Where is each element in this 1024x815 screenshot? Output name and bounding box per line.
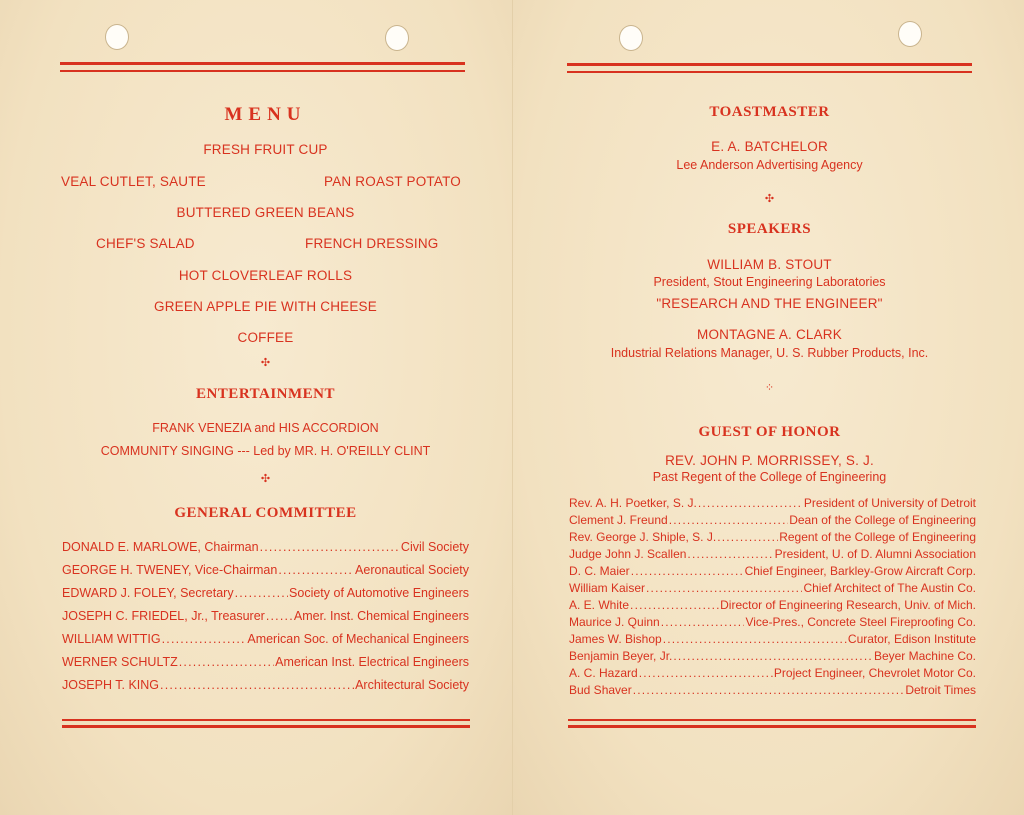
guest-row-role: Beyer Machine Co. [873, 649, 976, 663]
guest-row-name: A. E. White [569, 598, 630, 612]
guest-row-role: Dean of the College of Engineering [789, 513, 976, 527]
committee-role: Society of Automotive Engineers [289, 586, 469, 600]
guest-row-name: Maurice J. Quinn [569, 615, 660, 629]
guest-row [569, 496, 976, 510]
committee-row [62, 540, 469, 554]
guest-row [569, 547, 976, 561]
leader-dots [162, 632, 247, 646]
punch-hole [105, 24, 129, 50]
guest-row [569, 666, 976, 680]
leader-dots [179, 655, 274, 669]
committee-row [62, 586, 469, 600]
menu-item-dressing: FRENCH DRESSING [305, 236, 439, 251]
guest-row-role: President, U. of D. Alumni Association [774, 547, 976, 561]
menu-item-salad: CHEF'S SALAD [96, 236, 195, 251]
guest-row [569, 683, 976, 697]
guest-row [569, 598, 976, 612]
speaker1-name: WILLIAM B. STOUT [707, 257, 832, 272]
guest-row [569, 649, 976, 663]
top-rule-right [567, 71, 972, 73]
speaker1-topic: "RESEARCH AND THE ENGINEER" [656, 296, 883, 311]
leader-dots [669, 513, 788, 527]
guest-row [569, 615, 976, 629]
committee-name: JOSEPH C. FRIEDEL, Jr., Treasurer [62, 609, 265, 623]
committee-role: Amer. Inst. Chemical Engineers [293, 609, 469, 623]
committee-row [62, 655, 469, 669]
top-rule-left [60, 62, 465, 65]
bottom-rule-right [568, 719, 976, 721]
guest-row [569, 564, 976, 578]
committee-row [62, 632, 469, 646]
menu-item-potato: PAN ROAST POTATO [324, 174, 461, 189]
top-rule-right [567, 63, 972, 66]
menu-item-veal: VEAL CUTLET, SAUTE [61, 174, 206, 189]
guest-row-role: Director of Engineering Research, Univ. of Mich. [720, 598, 976, 612]
committee-title: GENERAL COMMITTEE [174, 505, 357, 521]
committee-name: WERNER SCHULTZ [62, 655, 178, 669]
committee-name: EDWARD J. FOLEY, Secretary [62, 586, 234, 600]
committee-role: Aeronautical Society [355, 563, 469, 577]
punch-hole [385, 25, 409, 51]
guest-row-name: Clement J. Freund [569, 513, 668, 527]
menu-item-fruit: FRESH FRUIT CUP [203, 142, 328, 157]
guest-row-name: Rev. George J. Shiple, S. J. [569, 530, 717, 544]
leader-dots [260, 540, 400, 554]
guest-row-name: William Kaiser [569, 581, 646, 595]
menu-item-beans: BUTTERED GREEN BEANS [176, 205, 355, 220]
guest-row [569, 530, 976, 544]
committee-row [62, 678, 469, 692]
leader-dots [673, 649, 873, 663]
guest-row-role: Regent of the College of Engineering [779, 530, 976, 544]
leader-dots [687, 547, 773, 561]
entertainment-title: ENTERTAINMENT [195, 386, 336, 402]
guest-row [569, 513, 976, 527]
bottom-rule-left [62, 719, 470, 721]
leader-dots [278, 563, 354, 577]
speakers-title: SPEAKERS [727, 221, 812, 237]
committee-name: WILLIAM WITTIG [62, 632, 161, 646]
toastmaster-title: TOASTMASTER [709, 104, 830, 120]
speaker2-name: MONTAGNE A. CLARK [697, 327, 842, 342]
punch-hole [898, 21, 922, 47]
guest-row-role: Vice-Pres., Concrete Steel Fireproofing Co. [745, 615, 976, 629]
leader-dots [639, 666, 773, 680]
guest-row-name: Benjamin Beyer, Jr. [569, 649, 673, 663]
bottom-rule-right [568, 725, 976, 728]
menu-item-coffee: COFFEE [237, 330, 294, 345]
guest-role: Past Regent of the College of Engineering [652, 470, 887, 484]
punch-hole [619, 25, 643, 51]
guest-row-name: James W. Bishop [569, 632, 662, 646]
guest-row-role: Detroit Times [905, 683, 976, 697]
guest-row-role: Chief Architect of The Austin Co. [803, 581, 976, 595]
guest-row-name: Judge John J. Scallen [569, 547, 687, 561]
committee-role: Architectural Society [355, 678, 469, 692]
guest-row-role: Chief Engineer, Barkley-Grow Aircraft Corp. [744, 564, 976, 578]
menu-item-rolls: HOT CLOVERLEAF ROLLS [178, 268, 353, 283]
speaker1-title: President, Stout Engineering Laboratories [653, 275, 886, 289]
entertainment-line: FRANK VENEZIA and HIS ACCORDION [152, 421, 379, 435]
ornament: ✣ [260, 357, 271, 369]
menu-item-pie: GREEN APPLE PIE WITH CHEESE [154, 299, 377, 314]
bottom-rule-left [62, 725, 470, 728]
committee-name: DONALD E. MARLOWE, Chairman [62, 540, 259, 554]
toastmaster-name: E. A. BATCHELOR [711, 139, 828, 154]
guest-row-name: A. C. Hazard [569, 666, 638, 680]
leader-dots [717, 530, 778, 544]
guest-row-role: Curator, Edison Institute [847, 632, 976, 646]
leader-dots [630, 598, 719, 612]
committee-name: JOSEPH T. KING [62, 678, 160, 692]
guest-row-role: Project Engineer, Chevrolet Motor Co. [773, 666, 976, 680]
guest-row-role: President of University of Detroit [803, 496, 976, 510]
committee-role: American Soc. of Mechanical Engineers [247, 632, 469, 646]
guest-row-name: Bud Shaver [569, 683, 632, 697]
committee-row [62, 609, 469, 623]
leader-dots [661, 615, 745, 629]
leader-dots [633, 683, 905, 697]
top-rule-left [60, 70, 465, 72]
guest-row [569, 581, 976, 595]
leader-dots [631, 564, 744, 578]
leader-dots [698, 496, 803, 510]
committee-role: Civil Society [400, 540, 469, 554]
leader-dots [266, 609, 293, 623]
guest-title: GUEST OF HONOR [698, 424, 841, 440]
speaker2-title: Industrial Relations Manager, U. S. Rubber Products, Inc. [610, 346, 929, 360]
guest-row-name: D. C. Maier [569, 564, 630, 578]
committee-role: American Inst. Electrical Engineers [275, 655, 469, 669]
ornament: ⁘ [764, 382, 775, 394]
guest-name: REV. JOHN P. MORRISSEY, S. J. [665, 453, 874, 468]
entertainment-line: COMMUNITY SINGING --- Led by MR. H. O'REILLY CLINT [100, 444, 431, 458]
guest-row-name: Rev. A. H. Poetker, S. J. [569, 496, 697, 510]
leader-dots [663, 632, 847, 646]
committee-row [62, 563, 469, 577]
menu-title: MENU [224, 104, 307, 125]
leader-dots [235, 586, 288, 600]
committee-name: GEORGE H. TWENEY, Vice-Chairman [62, 563, 278, 577]
leader-dots [646, 581, 802, 595]
leader-dots [160, 678, 354, 692]
ornament: ✣ [260, 473, 271, 485]
guest-row [569, 632, 976, 646]
ornament: ✣ [764, 193, 775, 205]
toastmaster-affiliation: Lee Anderson Advertising Agency [676, 158, 863, 172]
